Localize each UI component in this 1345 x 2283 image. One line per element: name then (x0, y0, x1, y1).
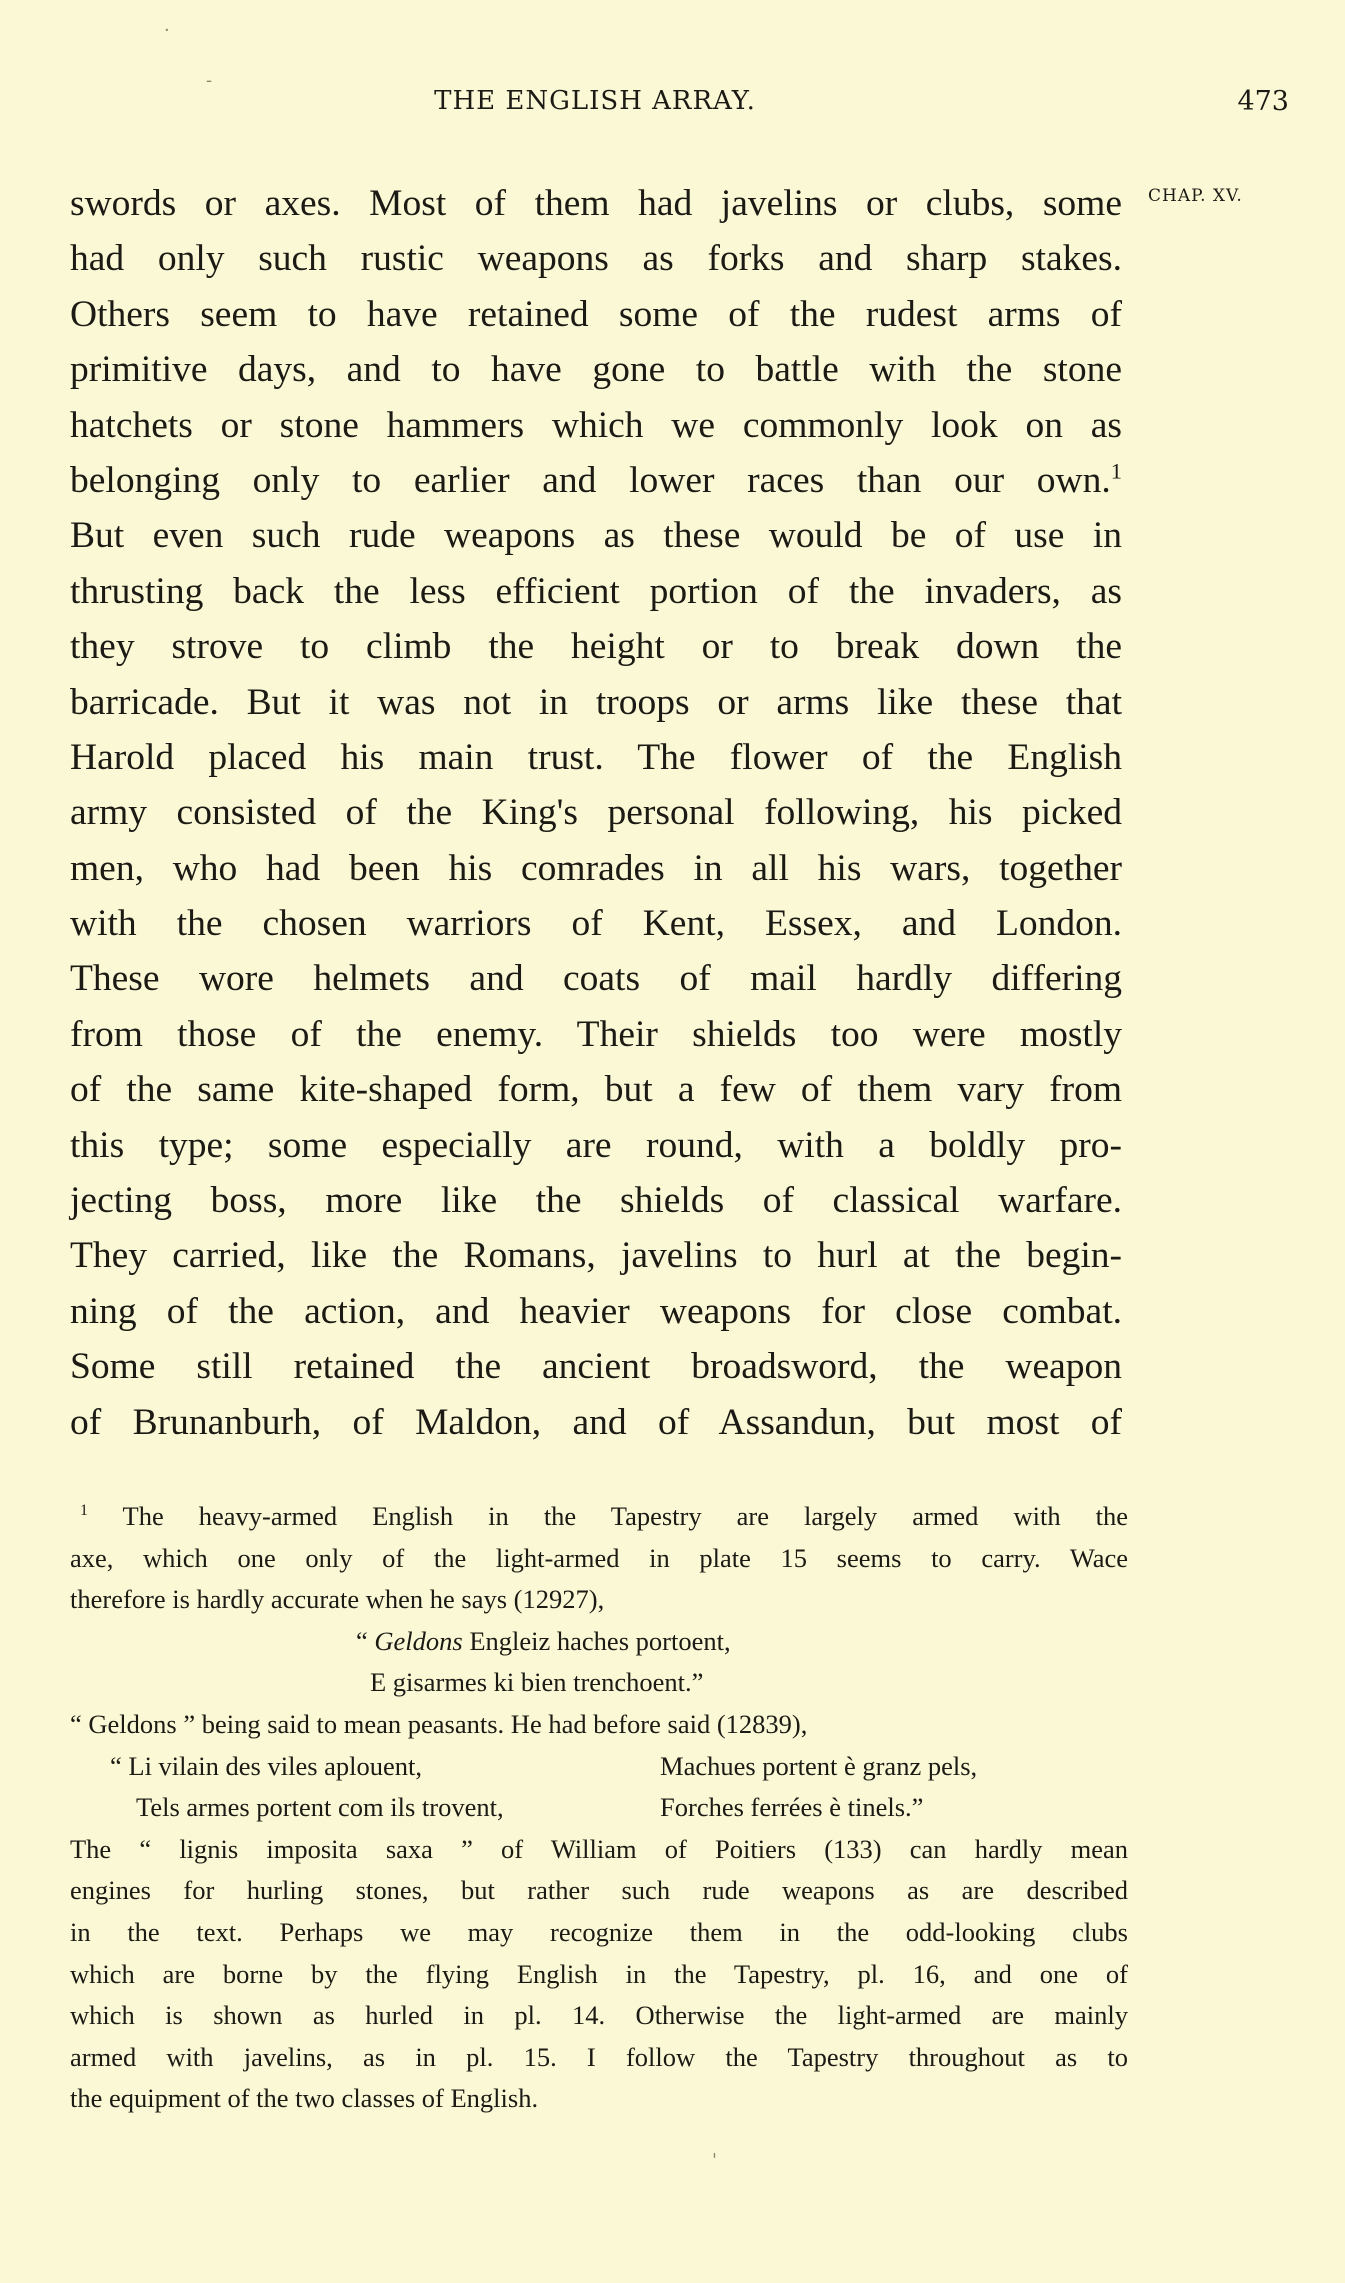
body-line: army consisted of the King's personal following, his picked (70, 792, 1122, 834)
chapter-margin-note: CHAP. XV. (1148, 186, 1243, 206)
footnote-line: the equipment of the two classes of English. (70, 2083, 539, 2114)
footnote-verse-row (70, 1787, 1128, 1829)
verse-left: Tels armes portent com ils trovent, (136, 1792, 504, 1823)
body-line-with-footnote-ref (70, 453, 1122, 508)
body-line: hatchets or stone hammers which we commonly look on as (70, 404, 1122, 446)
body-line: primitive days, and to have gone to battle with the stone (70, 349, 1122, 391)
paper-speck: - (206, 70, 213, 91)
footnote-line: axe, which one only of the light-armed in plate 15 seems to carry. Wace (70, 1542, 1128, 1573)
footnote (70, 1496, 1128, 2120)
body-line: Others seem to have retained some of the rudest arms of (70, 293, 1122, 335)
body-line: had only such rustic weapons as forks and sharp stakes. (70, 238, 1122, 280)
body-line: of Brunanburh, of Maldon, and of Assandun, but most of (70, 1401, 1122, 1443)
body-line: this type; some especially are round, with a boldly pro- (70, 1124, 1122, 1166)
body-line: they strove to climb the height or to break down the (70, 626, 1122, 668)
footnote-line: armed with javelins, as in pl. 15. I follow the Tapestry throughout as to (70, 2041, 1128, 2072)
footnote-verse-line: E gisarmes ki bien trenchoent.” (370, 1667, 704, 1698)
footnote-line: which is shown as hurled in pl. 14. Otherwise the light-armed are mainly (70, 2000, 1128, 2031)
page-number: 473 (1237, 86, 1289, 117)
footnote-line: “ Geldons ” being said to mean peasants. He had before said (12839), (70, 1708, 808, 1739)
body-line: men, who had been his comrades in all his wars, together (70, 847, 1122, 889)
body-line: with the chosen warriors of Kent, Essex, and London. (70, 903, 1122, 945)
footnote-line (70, 1496, 1128, 1538)
footnote-text: The heavy-armed English in the Tapestry are largely armed with the (122, 1501, 1128, 1531)
footnote-line: The “ lignis imposita saxa ” of William of Poitiers (133) can hardly mean (70, 1833, 1128, 1864)
footnote-verse-line (70, 1621, 1128, 1663)
body-line: Some still retained the ancient broadsword, the weapon (70, 1346, 1122, 1388)
footnote-marker: 1 (80, 1502, 88, 1520)
verse-right: Forches ferrées è tinels.” (660, 1792, 924, 1823)
body-line: from those of the enemy. Their shields too were mostly (70, 1013, 1122, 1055)
body-line: But even such rude weapons as these would be of use in (70, 515, 1122, 557)
body-line: They carried, like the Romans, javelins to hurl at the begin- (70, 1235, 1122, 1277)
footnote-line: therefore is hardly accurate when he says (12927), (70, 1584, 605, 1615)
body-line-text: belonging only to earlier and lower races than our own. (70, 459, 1111, 501)
verse-quote-open: “ (356, 1625, 375, 1656)
footnote-reference: 1 (1110, 458, 1122, 484)
running-title: THE ENGLISH ARRAY. (434, 86, 756, 116)
body-line: barricade. But it was not in troops or arms like these that (70, 681, 1122, 723)
body-line: ning of the action, and heavier weapons for close combat. (70, 1290, 1122, 1332)
body-line: swords or axes. Most of them had javelins or clubs, some (70, 183, 1122, 224)
verse-italic-word: Geldons (374, 1625, 463, 1656)
footnote-line: in the text. Perhaps we may recognize them in the odd-looking clubs (70, 1916, 1128, 1947)
body-line: of the same kite-shaped form, but a few of them vary from (70, 1069, 1122, 1111)
paper-speck: ' (712, 2150, 717, 2171)
body-text (70, 176, 1122, 1450)
footnote-line: which are borne by the flying English in the Tapestry, pl. 16, and one of (70, 1958, 1128, 1989)
verse-left: “ Li vilain des viles aplouent, (110, 1750, 423, 1781)
footnote-line: engines for hurling stones, but rather such rude weapons as are described (70, 1875, 1128, 1906)
body-line: thrusting back the less efficient portion of the invaders, as (70, 570, 1122, 612)
body-line: jecting boss, more like the shields of classical warfare. (70, 1180, 1122, 1222)
footnote-verse-row (70, 1746, 1128, 1788)
body-line: Harold placed his main trust. The flower of the English (70, 736, 1122, 778)
paper-speck: · (164, 20, 170, 41)
body-line: These wore helmets and coats of mail hardly differing (70, 958, 1122, 1000)
verse-right: Machues portent è granz pels, (660, 1750, 978, 1781)
verse-text: Engleiz haches portoent, (462, 1625, 731, 1656)
